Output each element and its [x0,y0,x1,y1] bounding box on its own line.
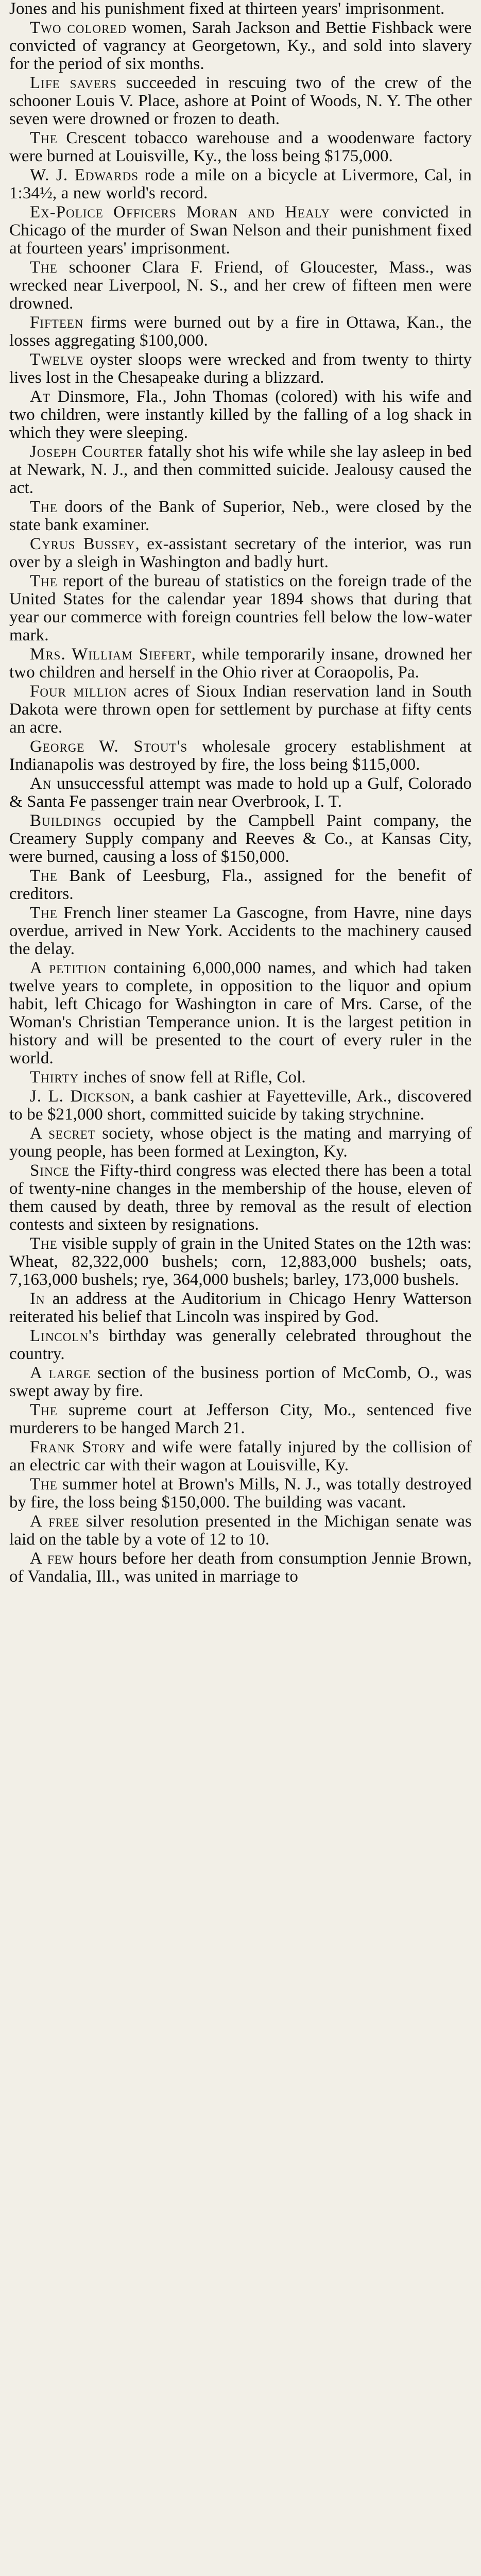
news-item [9,683,472,737]
news-item [9,498,472,534]
item-text: firms were burned out by a fire in Ottawa, Kan., the losses aggregating $100,000. [9,313,472,350]
news-item [9,1162,472,1234]
item-lead: Frank Story [30,1438,126,1456]
item-text: , while temporarily insane, drowned her two children and herself in the Ohio river at Coraopolis, Pa. [9,645,472,682]
news-item [9,1125,472,1161]
item-lead: Twelve [30,350,84,369]
item-text: report of the bureau of statistics on the foreign trade of the United States for the calendar year 1894 shows that during that year our commerce with foreign countries fell below the low-water mark. [9,572,472,645]
news-item [9,646,472,682]
item-lead: A secret [30,1124,96,1143]
news-item [9,1290,472,1326]
item-text: the Fifty-third congress was elected there has been a total of twenty-nine changes in the membership of the house, eleven of them caused by death, three by removal as the result of election contests and sixteen by resignations. [9,1161,472,1234]
item-text: society, whose object is the mating and marrying of young people, has been formed at Lexington, Ky. [9,1124,472,1161]
item-lead: The [30,572,58,590]
item-text: fatally shot his wife while she lay asleep in bed at Newark, N. J., and then committed suicide. Jealousy caused the act. [9,443,472,497]
item-text: supreme court at Jefferson City, Mo., sentenced five murderers to be hanged March 21. [9,1401,472,1437]
item-lead: Buildings [30,811,102,830]
news-item [9,351,472,387]
item-text: oyster sloops were wrecked and from twenty to thirty lives lost in the Chesapeake during a blizzard. [9,350,472,387]
item-text: hours before her death from consumption Jennie Brown, of Vandalia, Ill., was united in marriage to [9,1549,472,1586]
item-lead: A petition [30,959,107,977]
item-text: inches of snow fell at Rifle, Col. [79,1068,306,1087]
news-column [9,0,472,2576]
news-item [9,314,472,350]
item-text: acres of Sioux Indian reservation land in South Dakota were thrown open for settlement by purchase at fifty cents an acre. [9,682,472,737]
news-item [9,904,472,958]
item-lead: Joseph Courter [30,443,144,461]
item-lead: George W. Stout's [30,737,188,756]
news-item [9,166,472,202]
item-text: section of the business portion of McComb, O., was swept away by fire. [9,1364,472,1400]
news-item [9,19,472,73]
news-item [9,812,472,866]
item-text: succeeded in rescuing two of the crew of the schooner Louis V. Place, ashore at Point of Woods, N. Y. The other seven were drowned or frozen to death. [9,74,472,128]
news-item [9,1550,472,1586]
item-text: wholesale grocery establishment at Indianapolis was destroyed by fire, the loss being $115,000. [9,737,472,774]
item-lead: The [30,129,58,147]
news-item [9,1088,472,1124]
item-text: visible supply of grain in the United States on the 12th was: Wheat, 82,322,000 bushels; corn, 12,883,000 bushels; oats, 7,163,000 bushels; rye, 364,000 bushels; barley, 173,000 bushels. [9,1234,472,1289]
item-text: doors of the Bank of Superior, Neb., were closed by the state bank examiner. [9,498,472,534]
item-text: Dinsmore, Fla., John Thomas (colored) with his wife and two children, were instantly killed by the falling of a log shack in which they were sleeping. [9,387,472,442]
item-lead: The [30,904,58,922]
item-lead: Two colored [30,19,127,37]
news-item [9,443,472,497]
item-lead: A free [30,1512,80,1531]
news-item [9,204,472,258]
item-lead: J. L. Dickson [30,1087,131,1106]
news-item [9,1401,472,1437]
news-item [9,1476,472,1512]
item-lead: Life savers [30,74,117,92]
item-text: were convicted in Chicago of the murder of Swan Nelson and their punishment fixed at fourteen years' imprisonment. [9,203,472,258]
news-item [9,1513,472,1549]
news-item [9,0,472,18]
item-lead: A large [30,1364,91,1382]
item-lead: Mrs. William Siefert [30,645,192,664]
news-item [9,1069,472,1087]
item-text: French liner steamer La Gascogne, from Havre, nine days overdue, arrived in New York. Accidents to the machinery caused the delay. [9,904,472,958]
news-item [9,388,472,442]
item-text: rode a mile on a bicycle at Livermore, Cal, in 1:34½, a new world's record. [9,166,472,202]
item-text: summer hotel at Brown's Mills, N. J., was totally destroyed by fire, the loss being $150,000. The building was vacant. [9,1475,472,1512]
news-item [9,535,472,571]
news-item [9,1327,472,1363]
item-lead: The [30,498,58,516]
item-text: birthday was generally celebrated throughout the country. [9,1327,472,1363]
item-lead: Four million [30,682,127,701]
item-text: occupied by the Campbell Paint company, the Creamery Supply company and Reeves & Co., at Kansas City, were burned, causing a loss of $150,000. [9,811,472,866]
item-lead: An [30,774,52,793]
item-lead: Lincoln's [30,1327,99,1345]
news-item [9,959,472,1067]
item-lead: The [30,1475,58,1494]
item-lead: Since [30,1161,70,1180]
item-lead: In [30,1290,45,1308]
news-item [9,129,472,165]
news-item [9,1364,472,1400]
item-lead: The [30,1234,58,1253]
news-item [9,74,472,128]
item-text: , a bank cashier at Fayetteville, Ark., discovered to be $21,000 short, committed suicide by taking strychnine. [9,1087,472,1124]
item-text: silver resolution presented in the Michigan senate was laid on the table by a vote of 12 to 10. [9,1512,472,1549]
item-text: schooner Clara F. Friend, of Gloucester, Mass., was wrecked near Liverpool, N. S., and her crew of fifteen men were drowned. [9,258,472,313]
news-item [9,867,472,903]
news-item [9,1235,472,1289]
item-lead: Cyrus Bussey [30,535,135,553]
item-lead: W. J. Edwards [30,166,139,184]
item-text: containing 6,000,000 names, and which had taken twelve years to complete, in opposition to the liquor and opium habit, left Chicago for Washington in care of Mrs. Carse, of the Woman's Christian Temperance union. It is the largest petition in history and will be presented to the court of every ruler in the world. [9,959,472,1067]
item-text: unsuccessful attempt was made to hold up a Gulf, Colorado & Santa Fe passenger train near Overbrook, I. T. [9,774,472,811]
item-text: Bank of Leesburg, Fla., assigned for the benefit of creditors. [9,867,472,903]
item-lead: At [30,387,50,406]
news-item [9,1438,472,1475]
item-lead: Fifteen [30,313,84,332]
news-item [9,738,472,774]
item-lead: Thirty [30,1068,79,1087]
item-text: Crescent tobacco warehouse and a woodenware factory were burned at Louisville, Ky., the loss being $175,000. [9,129,472,165]
item-text: Jones and his punishment fixed at thirteen years' imprisonment. [9,0,445,18]
item-lead: The [30,258,58,277]
item-text: , ex-assistant secretary of the interior, was run over by a sleigh in Washington and badly hurt. [9,535,472,571]
item-lead: Ex-Police Officers Moran and Healy [30,203,331,222]
news-item [9,572,472,645]
item-text: and wife were fatally injured by the collision of an electric car with their wagon at Louisville, Ky. [9,1438,472,1475]
item-lead: The [30,867,58,885]
item-text: women, Sarah Jackson and Bettie Fishback were convicted of vagrancy at Georgetown, Ky., and sold into slavery for the period of six months. [9,19,472,73]
news-item [9,259,472,313]
item-lead: A few [30,1549,74,1568]
item-lead: The [30,1401,58,1419]
item-text: an address at the Auditorium in Chicago Henry Watterson reiterated his belief that Lincoln was inspired by God. [9,1290,472,1326]
news-item [9,775,472,811]
